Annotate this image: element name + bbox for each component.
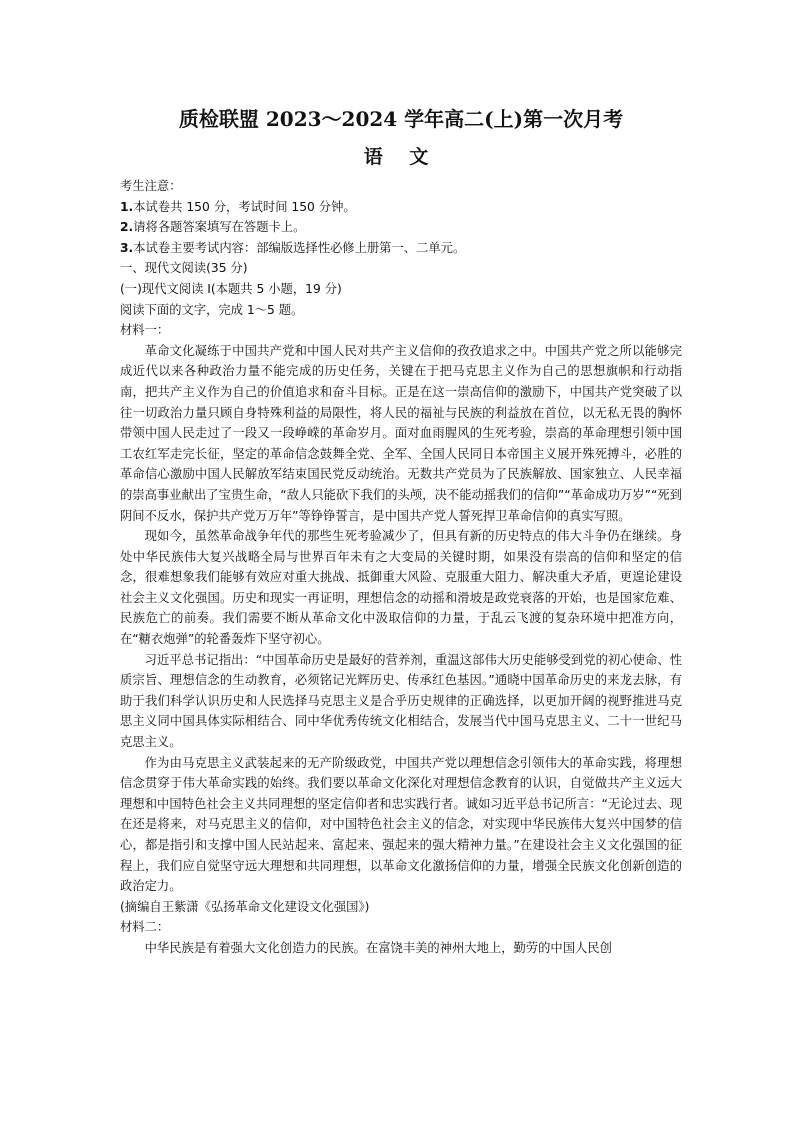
material-label: 材料一： [120,323,170,338]
material-paragraph: 作为由马克思主义武装起来的无产阶级政党，中国共产党以理想信念引领伟大的革命实践，将理想信念贯穿于伟大革命实践的始终。我们要以革命文化深化对理想信念教育的认识，自觉做共产主义远大理想和中国特色社会主义共同理想的坚定信仰者和忠实践行者。诚如习近平总书记所言：“无论过去、现在还是将来，对马克思主义的信仰，对中国特色社会主义的信念，对实现中华民族伟大复兴中国梦的信心，都是指引和支撑中国人民站起来、富起来、强起来的强大精神力量。”在建设社会主义文化强国的征程上，我们应自觉坚守远大理想和共同理想，以革命文化激扬信仰的力量，增强全民族文化创新创造的政治定力。 [120,755,682,894]
section-sub-heading: (一)现代文阅读 I(本题共 5 小题，19 分) [120,281,342,296]
notice-heading: 考生注意： [120,179,182,193]
notice-item-text: 本试卷共 150 分，考试时间 150 分钟。 [133,199,356,214]
notice-item-text: 本试卷主要考试内容：部编版选择性必修上册第一、二单元。 [133,240,466,255]
subject-title: 语 文 [363,146,439,168]
material-two [120,917,682,958]
material-paragraph: 革命文化凝练于中国共产党和中国人民对共产主义信仰的孜孜追求之中。中国共产党之所以能够完成近代以来各种政治力量不能完成的历史任务，关键在于把马克思主义作为自己的思想旗帜和行动指南，把共产主义作为自己的价值追求和奋斗目标。正是在这一崇高信仰的激励下，中国共产党突破了以往一切政治力量只顾自身特殊利益的局限性，将人民的福祉与民族的利益放在首位，以无私无畏的胸怀带领中国人民走过了一段又一段峥嵘的革命岁月。面对血雨腥风的生死考验，崇高的革命理想引领中国工农红军走完长征，坚定的革命信念鼓舞全党、全军、全国人民同日本帝国主义展开殊死搏斗，必胜的革命信心激励中国人民解放军结束国民党反动统治。无数共产党员为了民族解放、国家独立、人民幸福的崇高事业献出了宝贵生命，“敌人只能砍下我们的头颅，决不能动摇我们的信仰”“革命成功万岁”“死到阴间不反水，保护共产党万万年”等铮铮誓言，是中国共产党人誓死捍卫革命信仰的真实写照。 [120,343,682,523]
notice-block [120,176,682,258]
exam-title: 质检联盟 2023～2024 学年高二(上)第一次月考 [178,107,624,131]
material-paragraph: 现如今，虽然革命战争年代的那些生死考验减少了，但具有新的历史特点的伟大斗争仍在继续。身处中华民族伟大复兴战略全局与世界百年未有之大变局的关键时期，如果没有崇高的信仰和坚定的信念，很难想象我们能够有效应对重大挑战、抵御重大风险、克服重大阻力、解决重大矛盾，更遑论建设社会主义文化强国。历史和现实一再证明，理想信念的动摇和滑坡是政党衰落的开始，也是国家危难、民族危亡的前奏。我们需要不断从革命文化中汲取信仰的力量，于乱云飞渡的复杂环境中把准方向，在“糖衣炮弹”的轮番轰炸下坚守初心。 [120,529,682,647]
notice-item [120,217,682,238]
material-label: 材料二： [120,920,170,935]
notice-item-text: 请将各题答案填写在答题卡上。 [133,220,306,235]
notice-item [120,238,682,259]
notice-item-number: 2. [120,220,134,235]
notice-item [120,197,682,218]
material-source: (摘编自王紫潇《弘扬革命文化建设文化强国》) [120,899,370,914]
notice-item-number: 1. [120,199,134,214]
material-paragraph: 中华民族是有着强大文化创造力的民族。在富饶丰美的神州大地上，勤劳的中国人民创 [144,940,612,955]
section-heading: 一、现代文阅读(35 分) [120,261,248,276]
exam-page [120,98,682,959]
material-paragraph: 习近平总书记指出：“中国革命历史是最好的营养剂，重温这部伟大历史能够受到党的初心使命、性质宗旨、理想信念的生动教育，必须铭记光辉历史、传承红色基因。”通晓中国革命历史的来龙去脉，有助于我们科学认识历史和人民选择马克思主义是合乎历史规律的正确选择，以更加开阔的视野推进马克思主义同中国具体实际相结合、同中华优秀传统文化相结合，发展当代中国马克思主义、二十一世纪马克思主义。 [120,652,682,750]
reading-instruction: 阅读下面的文字，完成 1～5 题。 [120,302,304,317]
material-one [120,320,682,917]
notice-item-number: 3. [120,240,134,255]
